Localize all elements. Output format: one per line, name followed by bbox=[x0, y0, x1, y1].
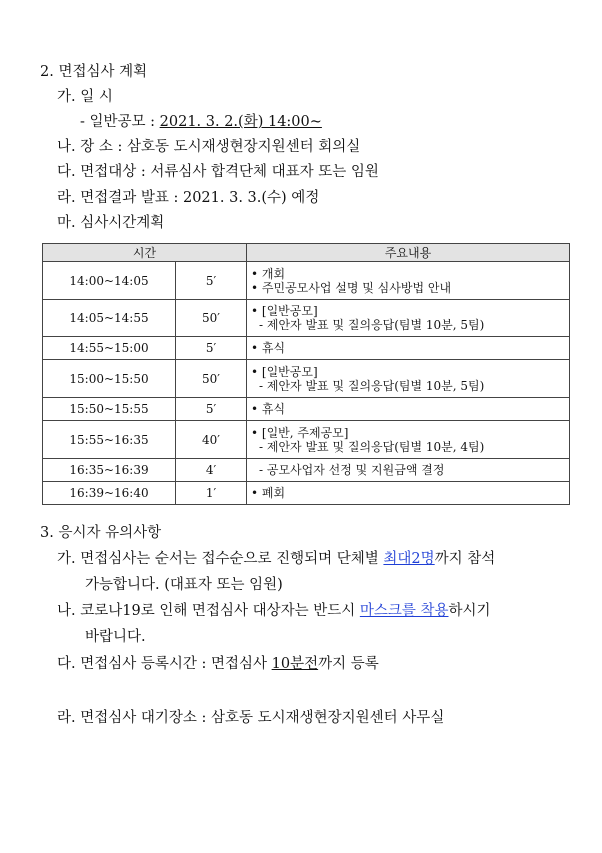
content-line: • 주민공모사업 설명 및 심사방법 안내 bbox=[251, 280, 452, 295]
row-content bbox=[247, 398, 570, 421]
row-content bbox=[247, 459, 570, 482]
row-time: 15:00~15:50 bbox=[43, 360, 176, 398]
row-duration: 50′ bbox=[176, 300, 247, 337]
content-line: - 제안자 발표 및 질의응답(팀별 10분, 5팀) bbox=[259, 318, 485, 332]
content-line: - 제안자 발표 및 질의응답(팀별 10분, 4팀) bbox=[259, 439, 485, 454]
item-ga-sub bbox=[80, 113, 322, 131]
notice-ga-text-end: 까지 참석 bbox=[434, 551, 496, 567]
content-line: • [일반, 주제공모] bbox=[251, 425, 349, 440]
row-duration: 1′ bbox=[176, 482, 247, 505]
row-time: 16:39~16:40 bbox=[43, 482, 176, 505]
content-line: • 휴식 bbox=[251, 341, 286, 355]
item-ma: 마. 심사시간계획 bbox=[57, 215, 165, 231]
row-time: 15:55~16:35 bbox=[43, 421, 176, 459]
row-time: 14:00~14:05 bbox=[43, 262, 176, 300]
row-content bbox=[247, 300, 570, 337]
section-2-heading: 2. 면접심사 계획 bbox=[40, 64, 148, 80]
row-duration: 5′ bbox=[176, 262, 247, 300]
row-duration: 40′ bbox=[176, 421, 247, 459]
table-header-row bbox=[43, 244, 570, 262]
content-line: • 폐회 bbox=[251, 486, 286, 500]
table-row bbox=[43, 421, 570, 459]
table-row bbox=[43, 398, 570, 421]
section-3-heading: 3. 응시자 유의사항 bbox=[40, 525, 162, 541]
row-content bbox=[247, 337, 570, 360]
row-duration: 50′ bbox=[176, 360, 247, 398]
content-line: • [일반공모] bbox=[251, 364, 318, 379]
table-row bbox=[43, 337, 570, 360]
notice-na-text-end: 하시기 bbox=[448, 603, 491, 619]
notice-na-line2: 바랍니다. bbox=[85, 629, 146, 645]
header-content: 주요내용 bbox=[247, 244, 570, 262]
notice-na-text: 나. 코로나19로 인해 면접심사 대상자는 반드시 bbox=[57, 603, 360, 619]
content-line: - 공모사업자 선정 및 지원금액 결정 bbox=[259, 463, 445, 477]
row-time: 14:05~14:55 bbox=[43, 300, 176, 337]
item-na: 나. 장 소 : 삼호동 도시재생현장지원센터 회의실 bbox=[57, 139, 361, 155]
item-ra: 라. 면접결과 발표 : 2021. 3. 3.(수) 예정 bbox=[57, 190, 320, 206]
content-line: - 제안자 발표 및 질의응답(팀별 10분, 5팀) bbox=[259, 378, 485, 393]
table-row bbox=[43, 459, 570, 482]
row-content bbox=[247, 262, 570, 300]
row-time: 15:50~15:55 bbox=[43, 398, 176, 421]
item-ga-label: 가. 일 시 bbox=[57, 89, 113, 105]
row-duration: 5′ bbox=[176, 337, 247, 360]
content-line: • 휴식 bbox=[251, 402, 286, 416]
notice-ga-line2: 가능합니다. (대표자 또는 임원) bbox=[85, 577, 283, 593]
notice-na-line1 bbox=[57, 602, 491, 620]
item-ga-sub-prefix: - 일반공모 : bbox=[80, 114, 160, 130]
notice-na-highlight: 마스크를 착용 bbox=[359, 603, 449, 619]
notice-da-highlight: 10분전 bbox=[271, 656, 319, 672]
notice-da bbox=[57, 655, 379, 673]
item-ga-sub-value: 2021. 3. 2.(화) 14:00~ bbox=[159, 114, 322, 130]
row-duration: 5′ bbox=[176, 398, 247, 421]
table-row bbox=[43, 360, 570, 398]
row-content bbox=[247, 482, 570, 505]
table-row bbox=[43, 262, 570, 300]
notice-da-text-end: 까지 등록 bbox=[318, 656, 379, 672]
row-time: 16:35~16:39 bbox=[43, 459, 176, 482]
notice-ga-highlight: 최대2명 bbox=[383, 551, 435, 567]
row-time: 14:55~15:00 bbox=[43, 337, 176, 360]
notice-ga-text: 가. 면접심사는 순서는 접수순으로 진행되며 단체별 bbox=[57, 551, 384, 567]
row-content bbox=[247, 360, 570, 398]
header-time: 시간 bbox=[43, 244, 247, 262]
row-content bbox=[247, 421, 570, 459]
table-row bbox=[43, 300, 570, 337]
notice-da-text: 다. 면접심사 등록시간 : 면접심사 bbox=[57, 656, 272, 672]
content-line: • [일반공모] bbox=[251, 304, 318, 318]
table-row bbox=[43, 482, 570, 505]
notice-ga-line1 bbox=[57, 550, 495, 568]
schedule-table bbox=[42, 243, 570, 505]
content-line: • 개회 bbox=[251, 266, 286, 281]
notice-ra: 라. 면접심사 대기장소 : 삼호동 도시재생현장지원센터 사무실 bbox=[57, 710, 445, 726]
item-da: 다. 면접대상 : 서류심사 합격단체 대표자 또는 임원 bbox=[57, 164, 379, 180]
row-duration: 4′ bbox=[176, 459, 247, 482]
